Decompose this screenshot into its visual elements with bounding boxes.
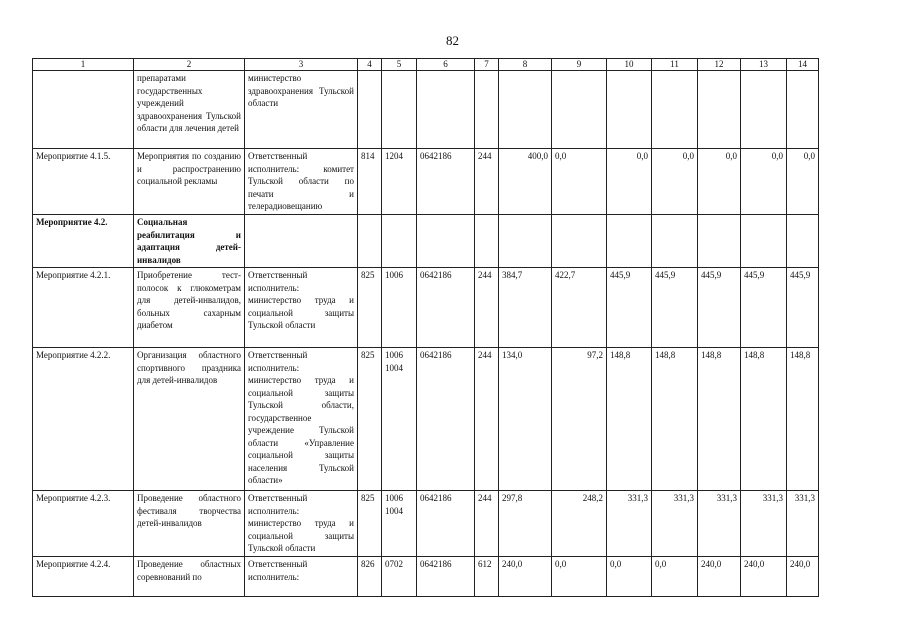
measure-name: Проведение областных соревнований по bbox=[134, 557, 245, 597]
code-vr bbox=[475, 71, 499, 149]
code-csr: 0642186 bbox=[417, 491, 475, 557]
header-cell: 11 bbox=[652, 59, 698, 71]
value-cell bbox=[607, 215, 652, 268]
code-csr bbox=[417, 71, 475, 149]
value-cell: 0,0 bbox=[652, 149, 698, 215]
value-cell: 0,0 bbox=[698, 149, 741, 215]
code-vr: 244 bbox=[475, 149, 499, 215]
code-rzpr: 1006 bbox=[382, 268, 417, 348]
header-cell: 5 bbox=[382, 59, 417, 71]
code-vr: 244 bbox=[475, 268, 499, 348]
code-grbs: 825 bbox=[358, 268, 382, 348]
value-cell: 148,8 bbox=[787, 348, 819, 491]
page-number: 82 bbox=[446, 33, 459, 48]
code-rzpr: 1006 1004 bbox=[382, 348, 417, 491]
value-cell bbox=[552, 71, 607, 149]
value-cell: 297,8 bbox=[499, 491, 552, 557]
header-cell: 14 bbox=[787, 59, 819, 71]
value-cell: 331,3 bbox=[741, 491, 787, 557]
header-row bbox=[33, 59, 819, 71]
value-cell: 445,9 bbox=[607, 268, 652, 348]
executor bbox=[245, 215, 358, 268]
table-row bbox=[33, 557, 819, 597]
value-cell: 248,2 bbox=[552, 491, 607, 557]
value-cell: 0,0 bbox=[787, 149, 819, 215]
value-cell: 0,0 bbox=[652, 557, 698, 597]
value-cell: 331,3 bbox=[607, 491, 652, 557]
value-cell bbox=[652, 71, 698, 149]
code-csr: 0642186 bbox=[417, 149, 475, 215]
value-cell bbox=[698, 215, 741, 268]
code-rzpr: 1006 1004 bbox=[382, 491, 417, 557]
table-row bbox=[33, 348, 819, 491]
value-cell: 445,9 bbox=[741, 268, 787, 348]
code-rzpr: 0702 bbox=[382, 557, 417, 597]
table-row bbox=[33, 71, 819, 149]
code-grbs bbox=[358, 71, 382, 149]
measure-name: Мероприятия по созданию и распространению социальной рекламы bbox=[134, 149, 245, 215]
measure-id: Мероприятие 4.2.1. bbox=[33, 268, 134, 348]
code-grbs: 826 bbox=[358, 557, 382, 597]
value-cell bbox=[499, 215, 552, 268]
value-cell bbox=[552, 215, 607, 268]
measure-name: препаратами государственных учреждений здравоохранения Тульской области для лечения детей bbox=[134, 71, 245, 149]
value-cell bbox=[499, 71, 552, 149]
code-vr: 244 bbox=[475, 491, 499, 557]
header-cell: 2 bbox=[134, 59, 245, 71]
value-cell: 0,0 bbox=[607, 557, 652, 597]
header-cell: 10 bbox=[607, 59, 652, 71]
value-cell: 445,9 bbox=[652, 268, 698, 348]
code-grbs: 825 bbox=[358, 348, 382, 491]
code-vr: 244 bbox=[475, 348, 499, 491]
code-grbs: 814 bbox=[358, 149, 382, 215]
code-rzpr bbox=[382, 215, 417, 268]
value-cell: 148,8 bbox=[741, 348, 787, 491]
code-rzpr bbox=[382, 71, 417, 149]
measure-name: Организация областного спортивного праздника для детей-инвалидов bbox=[134, 348, 245, 491]
measure-id: Мероприятие 4.2. bbox=[33, 215, 134, 268]
value-cell: 422,7 bbox=[552, 268, 607, 348]
table-row bbox=[33, 268, 819, 348]
value-cell: 240,0 bbox=[741, 557, 787, 597]
value-cell: 400,0 bbox=[499, 149, 552, 215]
code-vr: 612 bbox=[475, 557, 499, 597]
value-cell: 240,0 bbox=[787, 557, 819, 597]
code-csr: 0642186 bbox=[417, 557, 475, 597]
measure-id: Мероприятие 4.2.3. bbox=[33, 491, 134, 557]
value-cell: 0,0 bbox=[741, 149, 787, 215]
header-cell: 13 bbox=[741, 59, 787, 71]
value-cell: 0,0 bbox=[552, 149, 607, 215]
value-cell: 240,0 bbox=[698, 557, 741, 597]
value-cell: 445,9 bbox=[787, 268, 819, 348]
value-cell bbox=[741, 71, 787, 149]
code-rzpr: 1204 bbox=[382, 149, 417, 215]
header-cell: 8 bbox=[499, 59, 552, 71]
value-cell bbox=[698, 71, 741, 149]
measure-id: Мероприятие 4.2.4. bbox=[33, 557, 134, 597]
value-cell bbox=[787, 215, 819, 268]
measure-id: Мероприятие 4.2.2. bbox=[33, 348, 134, 491]
executor: министерство здравоохранения Тульской области bbox=[245, 71, 358, 149]
executor: Ответственный исполнитель: bbox=[245, 557, 358, 597]
table-row bbox=[33, 215, 819, 268]
code-csr: 0642186 bbox=[417, 268, 475, 348]
code-csr bbox=[417, 215, 475, 268]
table-row bbox=[33, 149, 819, 215]
value-cell: 148,8 bbox=[652, 348, 698, 491]
value-cell: 384,7 bbox=[499, 268, 552, 348]
table-row bbox=[33, 491, 819, 557]
header-cell: 4 bbox=[358, 59, 382, 71]
value-cell bbox=[787, 71, 819, 149]
code-grbs bbox=[358, 215, 382, 268]
header-cell: 12 bbox=[698, 59, 741, 71]
header-cell: 6 bbox=[417, 59, 475, 71]
code-vr bbox=[475, 215, 499, 268]
value-cell bbox=[741, 215, 787, 268]
value-cell: 148,8 bbox=[607, 348, 652, 491]
executor: Ответственный исполнитель: комитет Тульской области по печати и телерадиовещанию bbox=[245, 149, 358, 215]
executor: Ответственный исполнитель: министерство труда и социальной защиты Тульской области bbox=[245, 268, 358, 348]
value-cell: 240,0 bbox=[499, 557, 552, 597]
header-cell: 9 bbox=[552, 59, 607, 71]
header-cell: 3 bbox=[245, 59, 358, 71]
header-cell: 7 bbox=[475, 59, 499, 71]
measure-id: Мероприятие 4.1.5. bbox=[33, 149, 134, 215]
code-csr: 0642186 bbox=[417, 348, 475, 491]
header-cell: 1 bbox=[33, 59, 134, 71]
value-cell: 0,0 bbox=[607, 149, 652, 215]
budget-table bbox=[32, 58, 819, 597]
executor: Ответственный исполнитель: министерство труда и социальной защиты Тульской области bbox=[245, 491, 358, 557]
value-cell: 134,0 bbox=[499, 348, 552, 491]
value-cell bbox=[607, 71, 652, 149]
value-cell: 331,3 bbox=[652, 491, 698, 557]
value-cell: 331,3 bbox=[698, 491, 741, 557]
measure-id bbox=[33, 71, 134, 149]
measure-name: Проведение областного фестиваля творчества детей-инвалидов bbox=[134, 491, 245, 557]
code-grbs: 825 bbox=[358, 491, 382, 557]
value-cell bbox=[652, 215, 698, 268]
executor: Ответственный исполнитель: министерство труда и социальной защиты Тульской области, государственное учреждение Тульской области «Управление социальной защиты населения Тульской области» bbox=[245, 348, 358, 491]
value-cell: 445,9 bbox=[698, 268, 741, 348]
value-cell: 0,0 bbox=[552, 557, 607, 597]
value-cell: 97,2 bbox=[552, 348, 607, 491]
measure-name: Социальная реабилитация и адаптация детей-инвалидов bbox=[134, 215, 245, 268]
value-cell: 331,3 bbox=[787, 491, 819, 557]
value-cell: 148,8 bbox=[698, 348, 741, 491]
measure-name: Приобретение тест-полосок к глюкометрам для детей-инвалидов, больных сахарным диабетом bbox=[134, 268, 245, 348]
